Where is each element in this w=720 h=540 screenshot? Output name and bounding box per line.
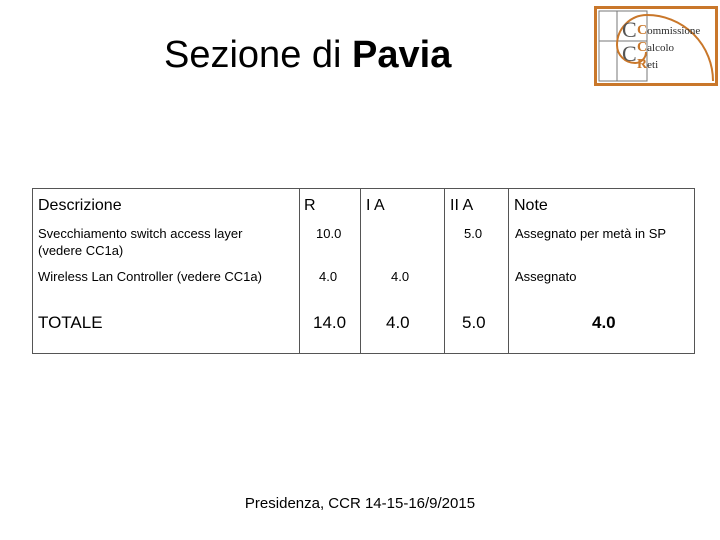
- column-divider: [360, 188, 361, 354]
- column-divider: [508, 188, 509, 354]
- total-ia: 4.0: [386, 313, 410, 332]
- footer-text: Presidenza, CCR 14-15-16/9/2015: [244, 495, 476, 512]
- row1-iia: 5.0: [464, 226, 483, 241]
- logo-line-3: Reti: [637, 57, 659, 72]
- header-note: Note: [514, 197, 548, 214]
- header-ia: I A: [366, 197, 385, 214]
- column-divider: [299, 188, 300, 354]
- logo-line-1: Commissione: [637, 23, 701, 38]
- budget-table: [32, 188, 695, 354]
- row1-r: 10.0: [316, 226, 342, 241]
- header-iia: II A: [450, 197, 474, 214]
- title-prefix: Sezione di: [164, 34, 342, 76]
- header-descrizione: Descrizione: [38, 197, 122, 214]
- svg-text:C: C: [622, 17, 637, 42]
- row2-note: Assegnato: [515, 269, 577, 284]
- slide-title: [164, 32, 451, 78]
- row1-note: Assegnato per metà in SP: [515, 226, 667, 241]
- ccr-logo: [594, 6, 718, 86]
- svg-text:C: C: [622, 41, 637, 66]
- total-note: 4.0: [592, 313, 616, 332]
- title-city: Pavia: [352, 34, 452, 76]
- logo-line-2: Calcolo: [637, 40, 675, 55]
- row2-descrizione: Wireless Lan Controller (vedere CC1a): [38, 269, 262, 284]
- row1-descrizione-line2: (vedere CC1a): [38, 243, 124, 258]
- row2-ia: 4.0: [391, 269, 410, 284]
- row2-r: 4.0: [319, 269, 338, 284]
- total-iia: 5.0: [462, 313, 486, 332]
- total-r: 14.0: [313, 313, 347, 332]
- row1-descrizione-line1: Svecchiamento switch access layer: [38, 226, 243, 241]
- column-divider: [444, 188, 445, 354]
- total-label: TOTALE: [38, 313, 103, 332]
- header-r: R: [304, 197, 316, 214]
